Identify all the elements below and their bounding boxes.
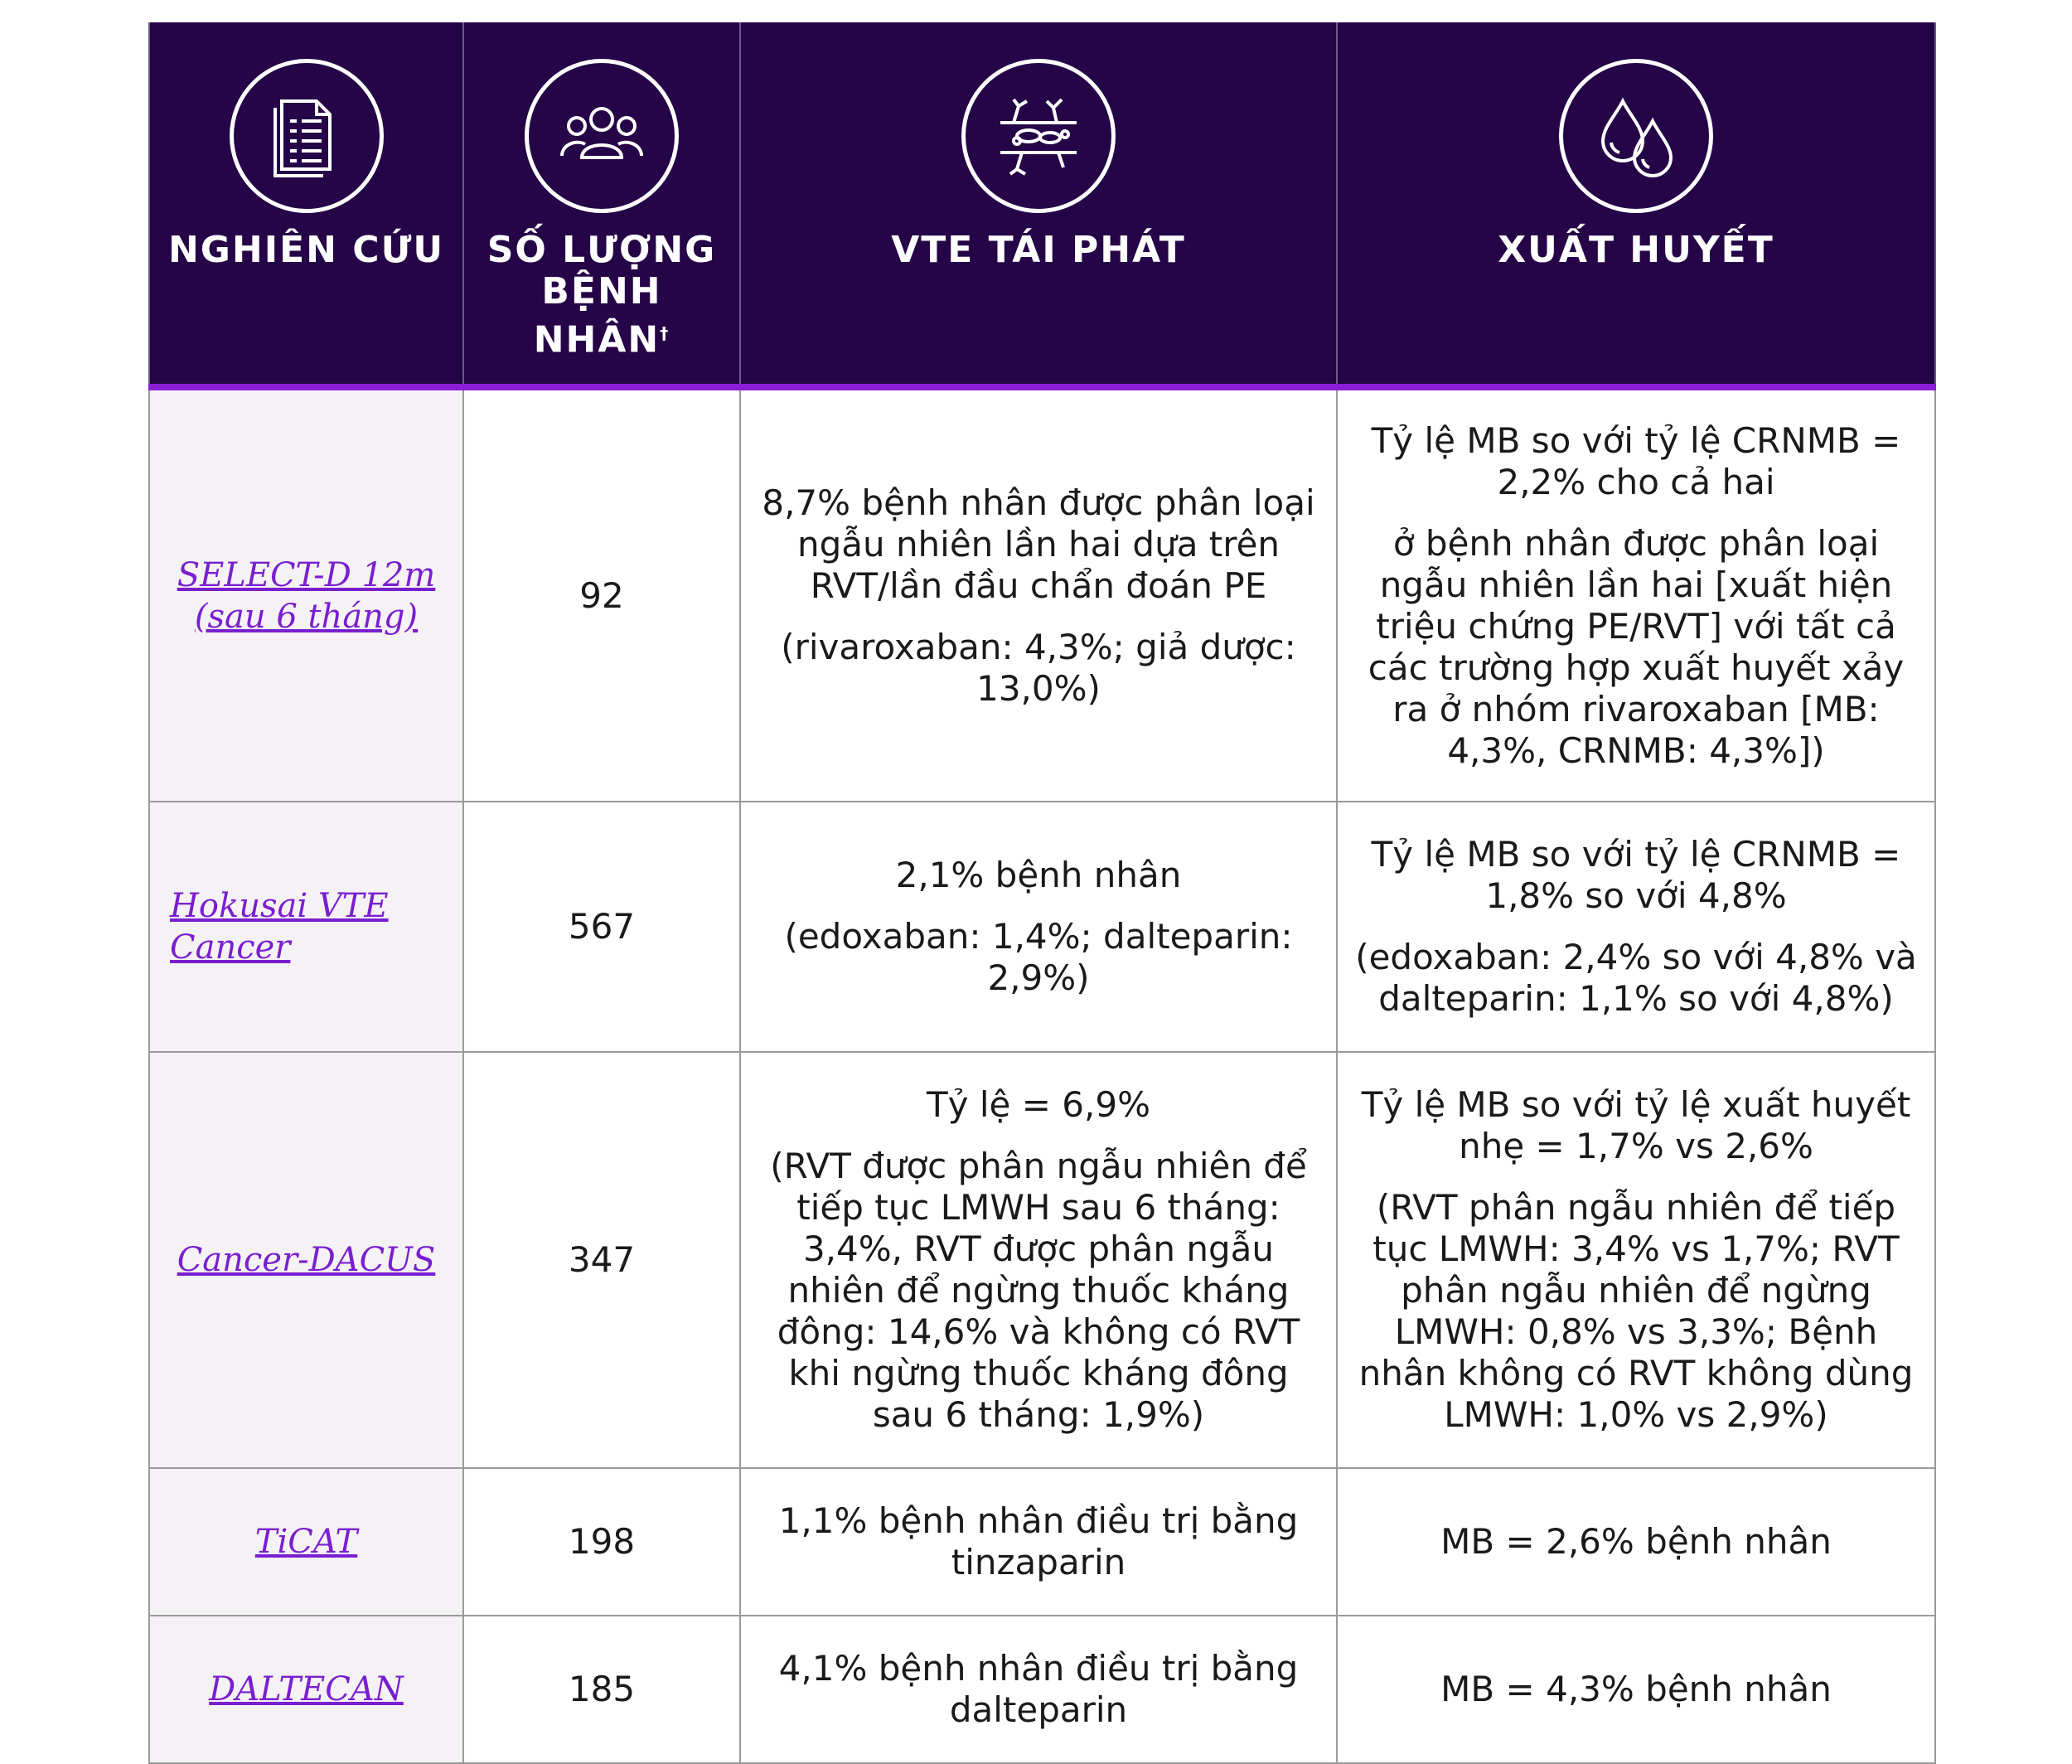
table-row: [149, 1052, 1935, 1468]
header-vte: [740, 22, 1337, 387]
patients-cell: 92: [463, 387, 740, 802]
study-link-hokusai[interactable]: Hokusai VTE Cancer: [170, 887, 389, 967]
study-cell: [149, 1616, 463, 1763]
table-header-row: [149, 22, 1935, 387]
header-vte-label: VTE TÁI PHÁT: [891, 229, 1186, 271]
patients-cell: 185: [463, 1616, 740, 1763]
header-patients-label: SỐ LƯỢNG BỆNH NHÂN†: [487, 229, 717, 361]
table-row: [149, 802, 1935, 1052]
header-study-label: NGHIÊN CỨU: [167, 229, 445, 271]
bleeding-cell: Tỷ lệ MB so với tỷ lệ CRNMB = 2,2% cho cả hai ở bệnh nhân được phân loại ngẫu nhiên lần hai [xuất hiện triệu chứng PE/RVT] với tất cả các trường hợp xuất huyết xảy ra ở nhóm rivaroxaban [MB: 4,3%, CRNMB: 4,3%]): [1337, 387, 1935, 802]
bleeding-cell: MB = 4,3% bệnh nhân: [1337, 1616, 1935, 1763]
blood-clot-vein-icon: [961, 59, 1116, 213]
bleeding-cell: Tỷ lệ MB so với tỷ lệ xuất huyết nhẹ = 1,7% vs 2,6% (RVT phân ngẫu nhiên để tiếp tục LMWH: 3,4% vs 1,7%; RVT phân ngẫu nhiên để ngừng LMWH: 0,8% vs 3,3%; Bệnh nhân không có RVT không dùng LMWH: 1,0% vs 2,9%): [1337, 1052, 1935, 1468]
header-bleeding: [1337, 22, 1935, 387]
people-group-icon: [525, 59, 679, 213]
vte-cell: 1,1% bệnh nhân điều trị bằng tinzaparin: [740, 1468, 1337, 1616]
study-link-daltecan[interactable]: DALTECAN: [209, 1670, 404, 1708]
study-link-ticat[interactable]: TiCAT: [254, 1523, 358, 1561]
vte-cell: Tỷ lệ = 6,9% (RVT được phân ngẫu nhiên để tiếp tục LMWH sau 6 tháng: 3,4%, RVT được phân ngẫu nhiên để ngừng thuốc kháng đông: 14,6% và không có RVT khi ngừng thuốc kháng đông sau 6 tháng: 1,9%): [740, 1052, 1337, 1468]
header-bleeding-label: XUẤT HUYẾT: [1498, 229, 1774, 271]
vte-cell: 2,1% bệnh nhân (edoxaban: 1,4%; dalteparin: 2,9%): [740, 802, 1337, 1052]
blood-drops-icon: [1559, 59, 1713, 213]
study-cell: [149, 387, 463, 802]
document-icon: [230, 59, 384, 213]
study-link-cancer-dacus[interactable]: Cancer-DACUS: [177, 1241, 436, 1279]
vte-cell: 4,1% bệnh nhân điều trị bằng dalteparin: [740, 1616, 1337, 1763]
vte-cell: 8,7% bệnh nhân được phân loại ngẫu nhiên lần hai dựa trên RVT/lần đầu chẩn đoán PE (rivaroxaban: 4,3%; giả dược: 13,0%): [740, 387, 1337, 802]
patients-cell: 198: [463, 1468, 740, 1616]
study-cell: [149, 1468, 463, 1616]
table-row: [149, 1468, 1935, 1616]
bleeding-cell: Tỷ lệ MB so với tỷ lệ CRNMB = 1,8% so với 4,8% (edoxaban: 2,4% so với 4,8% và dalteparin: 1,1% so với 4,8%): [1337, 802, 1935, 1052]
bleeding-cell: MB = 2,6% bệnh nhân: [1337, 1468, 1935, 1616]
study-cell: [149, 1052, 463, 1468]
study-cell: [149, 802, 463, 1052]
patients-cell: 347: [463, 1052, 740, 1468]
study-link-select-d[interactable]: SELECT-D 12m (sau 6 tháng): [177, 555, 436, 636]
header-patients: [463, 22, 740, 387]
patients-cell: 567: [463, 802, 740, 1052]
table-row: [149, 1616, 1935, 1763]
study-comparison-table: [148, 22, 1936, 1764]
header-study: [149, 22, 463, 387]
table-row: [149, 387, 1935, 802]
